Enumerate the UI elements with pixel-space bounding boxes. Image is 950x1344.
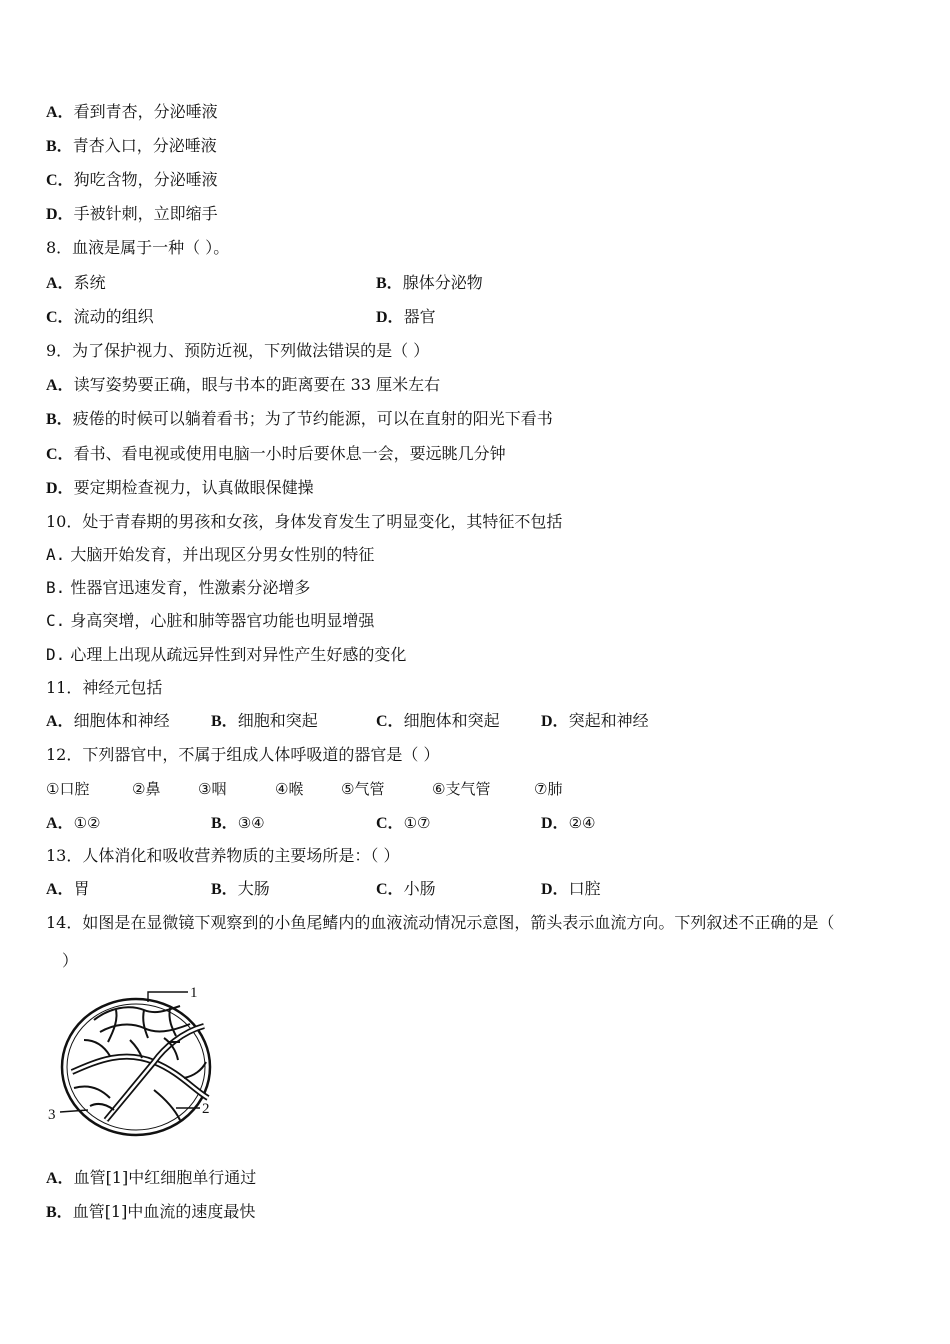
- q12-option-c: C．①⑦: [376, 814, 431, 832]
- q12-option-a: A．①②: [46, 814, 101, 832]
- q12-item: ⑤气管: [341, 780, 385, 798]
- q9-option-c: C．看书、看电视或使用电脑一小时后要休息一会，要远眺几分钟: [46, 444, 506, 463]
- q12-item: ⑥支气管: [432, 780, 491, 798]
- q12-item: ②鼻: [132, 780, 161, 798]
- q14-stem: 14．如图是在显微镜下观察到的小鱼尾鳍内的血液流动情况示意图，箭头表示血流方向。下列叙述不正确的是（: [46, 913, 835, 932]
- q14-option-b: B．血管[1]中血流的速度最快: [46, 1202, 256, 1221]
- q12-option-b: B．③④: [211, 814, 265, 832]
- q9-option-a: A．读写姿势要正确，眼与书本的距离要在 33 厘米左右: [46, 375, 441, 394]
- q8-option-c: C．流动的组织: [46, 307, 154, 326]
- q8-stem: 8．血液是属于一种（ ）。: [46, 238, 230, 257]
- q10-option-b: B. 性器官迅速发育，性激素分泌增多: [46, 578, 311, 597]
- q14-option-a: A．血管[1]中红细胞单行通过: [46, 1168, 257, 1187]
- fish-tail-microscope-illustration: [44, 980, 224, 1140]
- q11-option-c: C．细胞体和突起: [376, 711, 500, 730]
- q11-option-b: B．细胞和突起: [211, 711, 318, 730]
- q7-option-b: B．青杏入口，分泌唾液: [46, 136, 217, 155]
- q7-option-a: A．看到青杏，分泌唾液: [46, 102, 218, 121]
- q14-stem-cont: ）: [62, 951, 79, 970]
- q11-option-d: D．突起和神经: [541, 711, 649, 730]
- q13-stem: 13．人体消化和吸收营养物质的主要场所是：（ ）: [46, 846, 400, 865]
- figure-label-1: 1: [190, 985, 198, 1001]
- q9-option-b: B．疲倦的时候可以躺着看书；为了节约能源，可以在直射的阳光下看书: [46, 409, 553, 428]
- blood-flow-diagram: [44, 980, 224, 1140]
- q9-stem: 9．为了保护视力、预防近视，下列做法错误的是（ ）: [46, 341, 430, 360]
- q8-option-b: B．腺体分泌物: [376, 273, 483, 292]
- q7-option-d: D．手被针刺，立即缩手: [46, 204, 218, 223]
- figure-label-3: 3: [48, 1107, 56, 1123]
- q13-option-a: A．胃: [46, 879, 90, 898]
- q7-option-c: C．狗吃含物，分泌唾液: [46, 170, 218, 189]
- q9-option-d: D．要定期检查视力，认真做眼保健操: [46, 478, 314, 497]
- q12-option-d: D．②④: [541, 814, 596, 832]
- figure-label-2: 2: [202, 1101, 210, 1117]
- q10-option-d: D. 心理上出现从疏远异性到对异性产生好感的变化: [46, 645, 407, 664]
- q13-option-b: B．大肠: [211, 879, 270, 898]
- q10-option-a: A. 大脑开始发育，并出现区分男女性别的特征: [46, 545, 375, 564]
- q10-option-c: C. 身高突增，心脏和肺等器官功能也明显增强: [46, 611, 375, 630]
- q12-item: ⑦肺: [534, 780, 563, 798]
- q13-option-c: C．小肠: [376, 879, 436, 898]
- q11-option-a: A．细胞体和神经: [46, 711, 170, 730]
- q12-stem: 12．下列器官中，不属于组成人体呼吸道的器官是（ ）: [46, 745, 440, 764]
- q11-stem: 11．神经元包括: [46, 678, 163, 697]
- q12-item: ①口腔: [46, 780, 90, 798]
- q8-option-d: D．器官: [376, 307, 436, 326]
- q12-item: ③咽: [198, 780, 227, 798]
- q12-item: ④喉: [275, 780, 304, 798]
- q13-option-d: D．口腔: [541, 879, 601, 898]
- q10-stem: 10．处于青春期的男孩和女孩，身体发育发生了明显变化，其特征不包括: [46, 512, 563, 531]
- q8-option-a: A．系统: [46, 273, 106, 292]
